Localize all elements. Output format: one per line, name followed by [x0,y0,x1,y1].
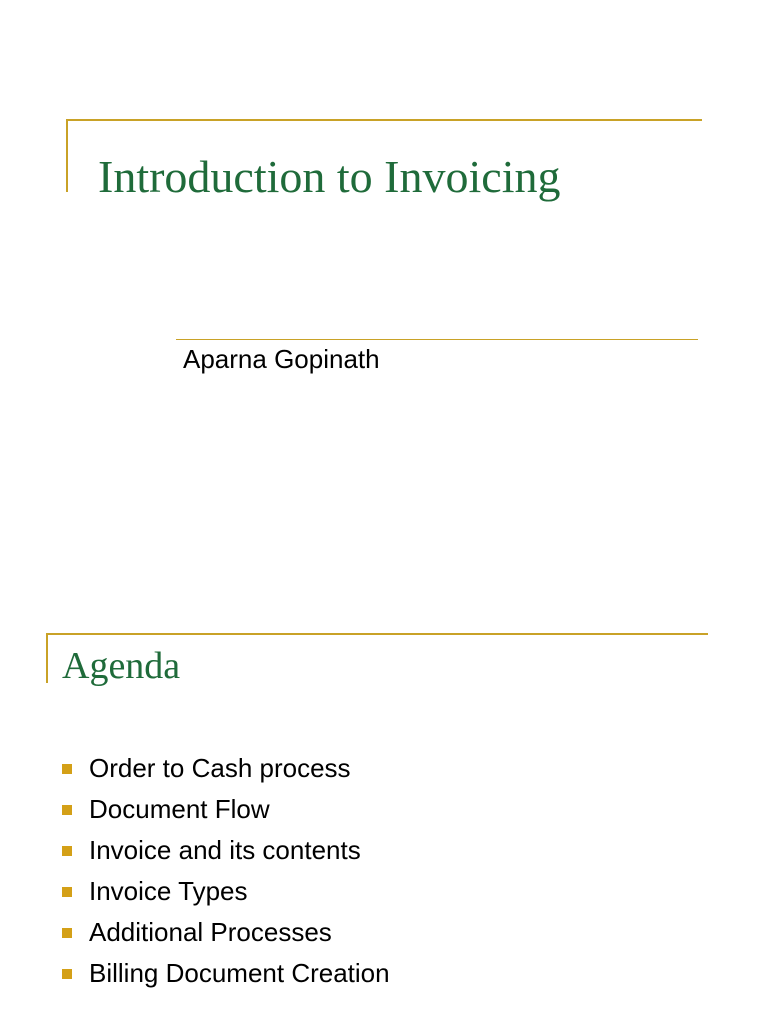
square-bullet-icon [62,928,72,938]
agenda-item [62,912,390,953]
subtitle-rule [176,339,698,340]
agenda-frame-top-rule [46,633,708,635]
square-bullet-icon [62,764,72,774]
agenda-item [62,789,390,830]
agenda-list [62,748,390,994]
square-bullet-icon [62,846,72,856]
slide-subtitle: Aparna Gopinath [183,344,380,374]
agenda-item [62,871,390,912]
title-frame-top-rule [66,119,702,121]
agenda-item-label: Document Flow [89,794,270,824]
agenda-item [62,953,390,994]
square-bullet-icon [62,887,72,897]
agenda-item-label: Order to Cash process [89,753,351,783]
agenda-item-label: Additional Processes [89,917,332,947]
square-bullet-icon [62,805,72,815]
agenda-item-label: Invoice Types [89,876,248,906]
agenda-item-label: Invoice and its contents [89,835,361,865]
agenda-title: Agenda [62,645,181,687]
agenda-slide [0,600,768,1024]
agenda-item [62,748,390,789]
title-frame-left-rule [66,119,68,192]
slide-title: Introduction to Invoicing [98,151,561,202]
square-bullet-icon [62,969,72,979]
agenda-item-label: Billing Document Creation [89,958,390,988]
agenda-item [62,830,390,871]
agenda-frame-left-rule [46,633,48,683]
